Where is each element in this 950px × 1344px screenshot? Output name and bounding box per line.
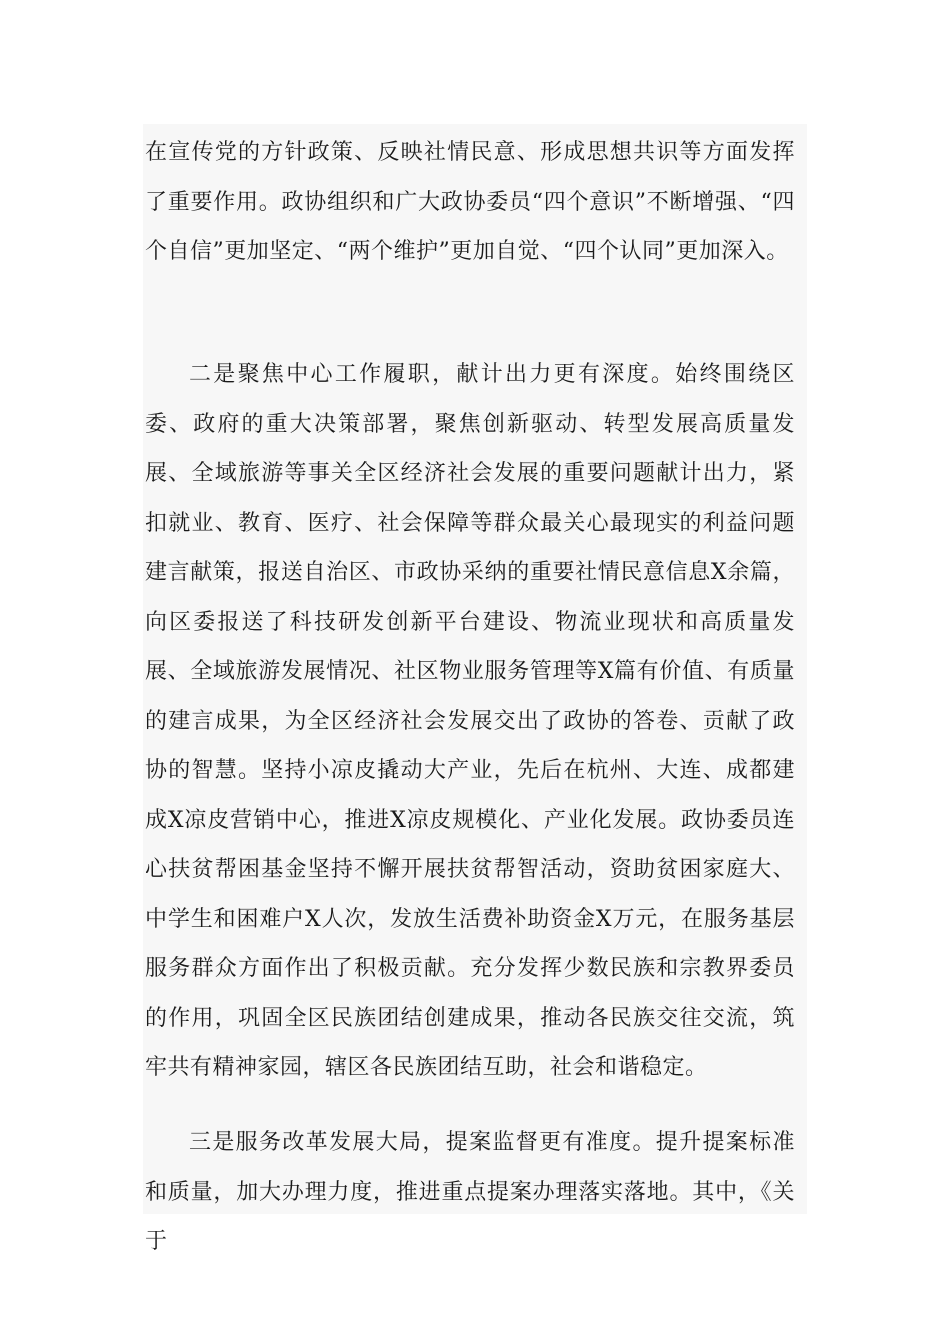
paragraph-proposal-supervision: 三是服务改革发展大局，提案监督更有准度。提升提案标准和质量，加大办理力度，推进重点提案办理落实落地。其中，《关于: [145, 1130, 795, 1254]
paragraph-central-work: 二是聚焦中心工作履职，献计出力更有深度。始终围绕区委、政府的重大决策部署，聚焦创新驱动、转型发展高质量发展、全域旅游等事关全区经济社会发展的重要问题献计出力，紧扣就业、教育、医疗、社会保障等群众最关心最现实的利益问题建言献策，报送自治区、市政协采纳的重要社情民意信息X余篇，向区委报送了科技研发创新平台建设、物流业现状和高质量发展、全域旅游发展情况、社区物业服务管理等X篇有价值、有质量的建言成果，为全区经济社会发展交出了政协的答卷、贡献了政协的智慧。坚持小凉皮撬动大产业，先后在杭州、大连、成都建成X凉皮营销中心，推进X凉皮规模化、产业化发展。政协委员连心扶贫帮困基金坚持不懈开展扶贫帮智活动，资助贫困家庭大、中学生和困难户X人次，发放生活费补助资金X万元，在服务基层服务群众方面作出了积极贡献。充分发挥少数民族和宗教界委员的作用，巩固全区民族团结创建成果，推动各民族交往交流，筑牢共有精神家园，辖区各民族团结互助，社会和谐稳定。: [145, 362, 795, 1080]
paragraph-continuation: 在宣传党的方针政策、反映社情民意、形成思想共识等方面发挥了重要作用。政协组织和广大政协委员“四个意识”不断增强、“四个自信”更加坚定、“两个维护”更加自觉、“四个认同”更加深入。: [145, 140, 795, 264]
document-body: [143, 124, 807, 1254]
